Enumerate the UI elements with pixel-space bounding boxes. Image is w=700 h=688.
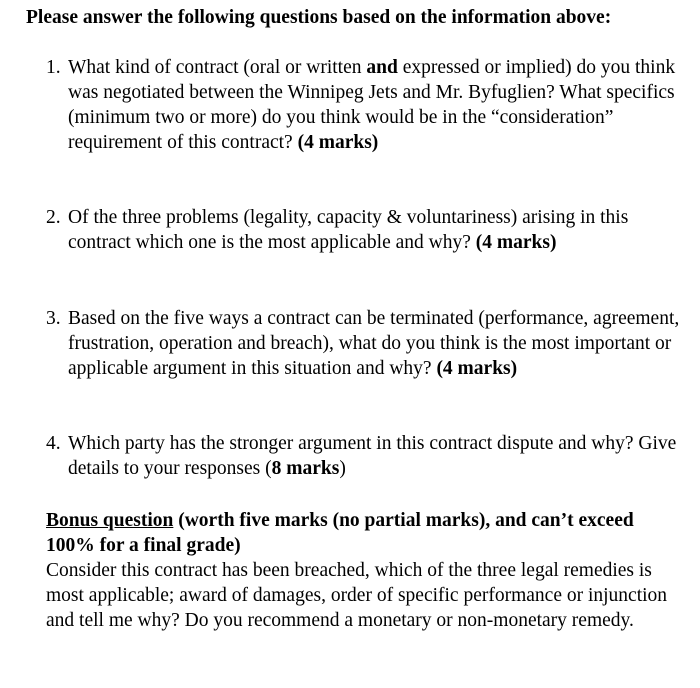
question-1: [46, 55, 680, 155]
bonus-title: [46, 508, 676, 558]
bonus-text: Consider this contract has been breached, which of the three legal remedies is most applicable; award of damages, order of specific performance or injunction and tell me why? Do you recommend a monetary or non-monetary remedy.: [46, 560, 668, 631]
question-text: [68, 205, 680, 255]
question-text: [68, 55, 680, 155]
marks-label: (4 marks): [436, 358, 518, 379]
question-number: 2.: [46, 207, 61, 228]
question-text: [68, 306, 680, 381]
marks-label: (4 marks): [297, 132, 379, 153]
question-text-part: Based on the five ways a contract can be terminated (performance, agreement, frustration, operation and breach), what do you think is the most important or applicable argument in this situation and why?: [68, 308, 680, 379]
question-text-part: ): [339, 458, 346, 479]
emphasis-text: and: [366, 57, 398, 78]
question-number: 3.: [46, 308, 61, 329]
question-text-part: What kind of contract (oral or written: [68, 57, 367, 78]
question-2: [46, 205, 680, 255]
question-text-part: expressed or implied) do you think was negotiated between the Winnipeg Jets and Mr. Byfuglien? What specifics (minimum two or more) do you think would be in the “consideration” requirement of this contract?: [68, 57, 676, 153]
marks-label: 8 marks: [271, 458, 340, 479]
question-text-part: Of the three problems (legality, capacity & voluntariness) arising in this contract which one is the most applicable and why?: [68, 207, 629, 253]
question-text: [68, 431, 680, 481]
bonus-question: [46, 508, 676, 633]
instructions-heading: Please answer the following questions based on the information above:: [26, 7, 612, 28]
bonus-qualifier: (worth five marks (no partial marks), and can’t exceed 100% for a final grade): [46, 510, 634, 556]
question-4: [46, 431, 680, 481]
question-3: [46, 306, 680, 381]
question-text-part: Which party has the stronger argument in this contract dispute and why? Give details to your responses (: [68, 433, 677, 479]
marks-label: (4 marks): [475, 232, 557, 253]
question-number: 4.: [46, 433, 61, 454]
question-number: 1.: [46, 57, 61, 78]
bonus-label: Bonus question: [46, 510, 174, 531]
